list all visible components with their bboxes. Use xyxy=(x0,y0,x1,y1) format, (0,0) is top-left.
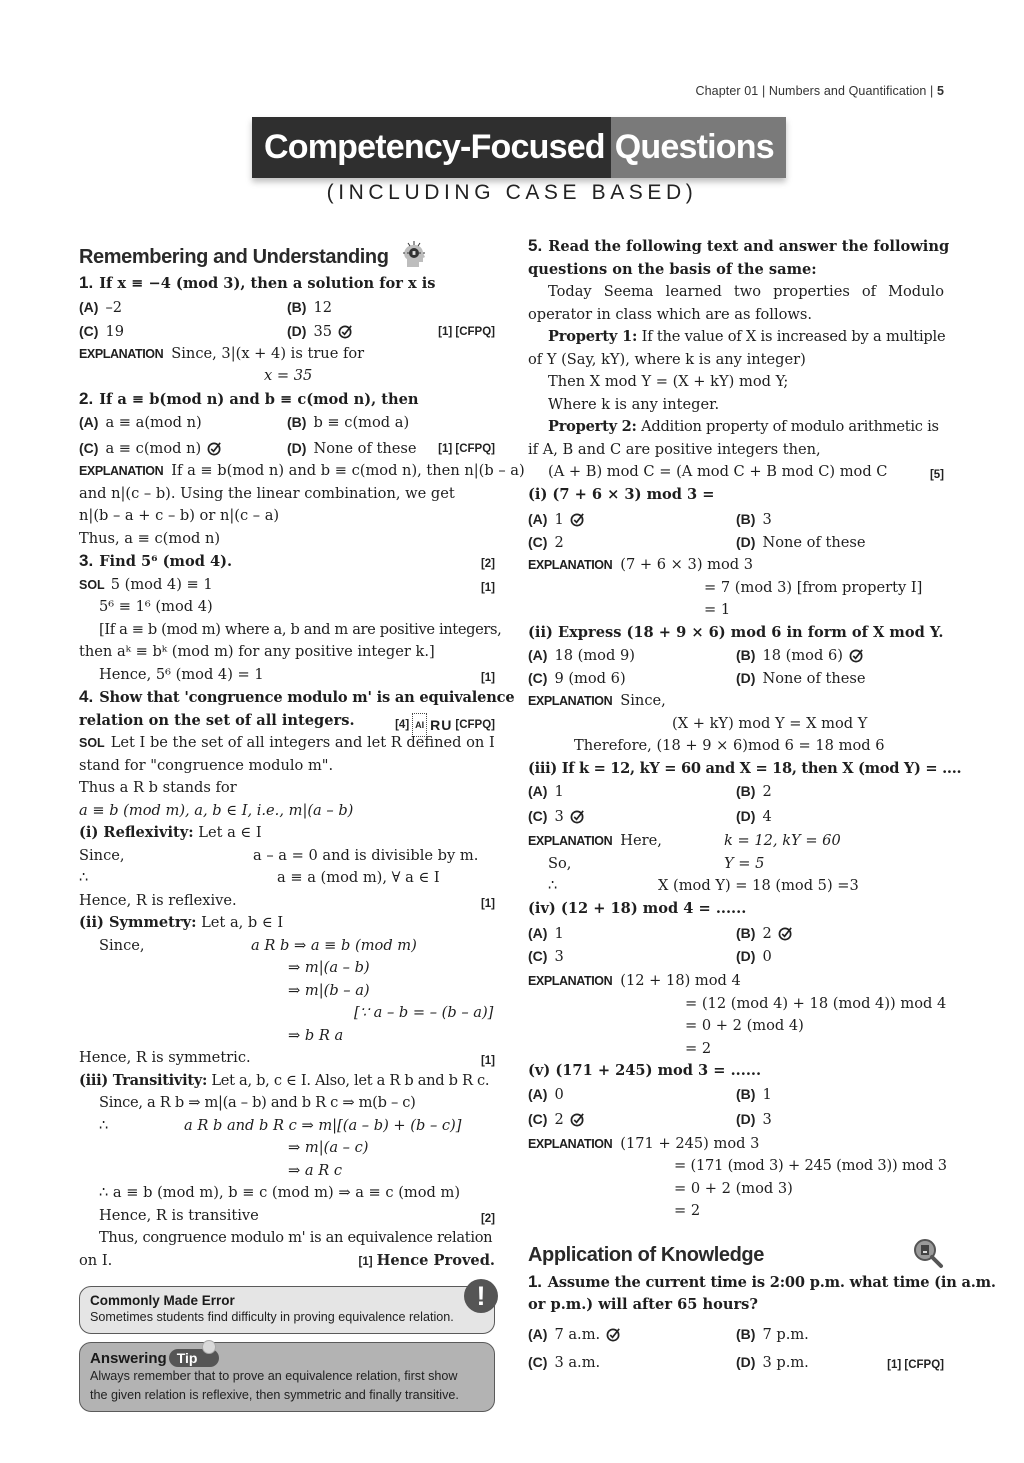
correct-check-icon xyxy=(570,1112,585,1127)
subquestion-iv: (iv) (12 + 18) mod 4 = ...... xyxy=(528,899,747,917)
option-b[interactable]: (B) 18 (mod 6) xyxy=(736,644,944,667)
option-a[interactable]: (A) 7 a.m. xyxy=(528,1323,736,1346)
question-2: 2. If a ≡ b(mod n) and b ≡ c(mod n), then xyxy=(79,388,419,408)
question-3: 3. Find 5⁶ (mod 4). [2] xyxy=(79,551,495,570)
options-row xyxy=(79,411,495,434)
commonly-made-error-box: Commonly Made Error Sometimes students find difficulty in proving equivalence relation. ! xyxy=(79,1286,495,1334)
option-d[interactable]: (D) None of these xyxy=(736,534,866,551)
lightbulb-icon xyxy=(202,1340,216,1354)
option-c[interactable]: (C) 3 xyxy=(528,805,736,828)
correct-check-icon xyxy=(570,512,585,527)
explanation: EXPLANATION Here, k = 12, kY = 60 xyxy=(528,832,841,849)
option-b[interactable]: (B) 2 xyxy=(736,922,944,945)
question-5: 5. Read the following text and answer the following xyxy=(528,236,950,255)
option-c[interactable]: (C) 3 xyxy=(528,948,564,965)
options-row xyxy=(79,296,495,319)
option-a[interactable]: (A) 1 xyxy=(528,508,736,531)
option-d[interactable]: (D) 0 xyxy=(736,948,772,965)
tip-pill: Tip xyxy=(169,1349,220,1367)
option-a[interactable]: (A) 1 xyxy=(528,925,564,942)
magnifier-icon xyxy=(912,1237,944,1275)
ru-badge: RU xyxy=(430,716,453,733)
correct-check-icon xyxy=(207,441,222,456)
marks-label: [1] [CFPQ] xyxy=(887,1358,944,1371)
section-heading: Remembering and Understanding xyxy=(79,244,495,270)
chapter-number: Chapter 01 xyxy=(695,84,759,98)
subquestion-iii: (iii) If k = 12, kY = 60 and X = 18, then X (mod Y) = .... xyxy=(528,759,962,777)
option-c[interactable]: (C) 3 a.m. xyxy=(528,1353,601,1371)
ak-question-1: 1. Assume the current time is 2:00 p.m. what time (in a.m. xyxy=(528,1271,996,1291)
option-c[interactable]: (C) 2 xyxy=(528,534,564,551)
option-d[interactable]: (D) None of these xyxy=(287,440,417,457)
option-a[interactable]: (A) 1 xyxy=(528,783,564,800)
explanation: EXPLANATION If a ≡ b(mod n) and b ≡ c(mod n), then n|(b – a) xyxy=(79,462,525,479)
chapter-title: Numbers and Quantification xyxy=(768,84,927,98)
option-b[interactable]: (B) b ≡ c(mod a) xyxy=(287,414,410,431)
transitivity-heading: (iii) Transitivity: Let a, b, c ∈ I. Also, let a R b and b R c. xyxy=(79,1071,490,1089)
option-a[interactable]: (A) 0 xyxy=(528,1085,564,1103)
option-c[interactable]: (C) a ≡ c(mod n) xyxy=(79,437,287,460)
option-a[interactable]: (A) –2 xyxy=(79,298,123,316)
banner-title-dark: Competency-Focused xyxy=(252,117,611,178)
option-c[interactable]: (C) 2 xyxy=(528,1108,736,1131)
symmetry-heading: (ii) Symmetry: Let a, b ∈ I xyxy=(79,914,284,931)
explanation: EXPLANATION (12 + 18) mod 4 xyxy=(528,972,741,989)
explanation: EXPLANATION Since, xyxy=(528,692,666,709)
options-row xyxy=(79,437,495,460)
section-heading: Application of Knowledge xyxy=(528,1241,944,1271)
correct-check-icon xyxy=(606,1327,621,1342)
right-column: 5. Read the following text and answer the following questions on the basis of the same: Today Seema learned two properties of Modulo operator in class which are as follows. Property 1: If the value of X is increased by a multiple of Y (Say, kY), where k is any integer) Then X mod Y = (X + kY) mod Y; Where k is any integer. Property 2: Addition property of modulo arithmetic is if A, B and C are positive integers then, (A + B) mod C = (A mod C + B mod C) mod C [5] (i) (7 + 6 × 3) mod 3 = (A) 1 (B) 3 (C) 2 (D) None of these EXPLANATION (7 + 6 × 3) mod 3 = 7 (mod 3) [from property I] = 1 (ii) Express (18 + 9 × 6) mod 6 in form of X mod Y. (A) 18 (mod 9) (B) 18 (mod 6) (C) 9 (mod 6) (D) None of these EXPLANATION Since, (X + kY) mod Y = X mod Y Therefore, (18 + 9 × 6)mod 6 = 18 mod 6 (iii) If k = 12, kY = 60 and X = 18, then X (mod Y) = .... (A) 1 (B) 2 (C) 3 (D) 4 EXPLANATION Here, k = 12, kY = 60 So, Y = 5 ∴ X (mod Y) = 18 (mod 5) =3 (iv) (12 + 18) mod 4 = ...... (A) 1 (B) 2 (C) 3 (D) 0 EXPLANATION (12 + 18) mod 4 = (12 (mod 4) + 18 (mod 4)) mod 4 = 0 + 2 (mod 4) = 2 (v) (171 + 245) mod 3 = ...... (A) 0 (B) 1 (C) 2 (D) 3 EXPLANATION (171 + 245) mod 3 = (171 (mod 3) + 245 (mod 3)) mod 3 = 0 + 2 (mod 3) = 2 Application of Knowledge 1. Assume the current time is 2:00 p.m. what time (in a.m. or p.m.) will after 65 hours? (A) 7 a.m. (B) 7 p.m. (C) 3 a.m. (D) 3 p.m. [1] [CFPQ] xyxy=(528,234,944,1374)
subquestion-ii: (ii) Express (18 + 9 × 6) mod 6 in form of X mod Y. xyxy=(528,623,944,641)
question-4: 4. Show that 'congruence modulo m' is an equivalence xyxy=(79,687,515,706)
option-c[interactable]: (C) 19 xyxy=(79,322,125,340)
head-gear-icon xyxy=(401,239,427,275)
explanation: EXPLANATION Since, 3|(x + 4) is true for xyxy=(79,344,365,362)
solution: SOL 5 (mod 4) ≡ 1 [1] xyxy=(79,575,495,594)
option-c[interactable]: (C) 9 (mod 6) xyxy=(528,670,626,687)
banner-subtitle: (INCLUDING CASE BASED) xyxy=(326,181,698,204)
option-b[interactable]: (B) 7 p.m. xyxy=(736,1325,809,1343)
running-header: Chapter 01 | Numbers and Quantification | 5 xyxy=(695,84,944,98)
reflexivity-heading: (i) Reflexivity: Let a ∈ I xyxy=(79,824,262,841)
question-1: 1. If x ≡ −4 (mod 3), then a solution for x is xyxy=(79,273,436,292)
marks-label: [1] [CFPQ] xyxy=(438,443,495,455)
correct-check-icon xyxy=(778,926,793,941)
option-d[interactable]: (D) 3 p.m. xyxy=(736,1353,809,1371)
explanation: EXPLANATION (171 + 245) mod 3 xyxy=(528,1134,760,1152)
option-a[interactable]: (A) 18 (mod 9) xyxy=(528,647,635,664)
option-d[interactable]: (D) 35 xyxy=(287,320,495,343)
correct-check-icon xyxy=(849,648,864,663)
correct-check-icon xyxy=(338,324,353,339)
left-column: Remembering and Understanding 1. If x ≡ −4 (mod 3), then a solution for x is (A) –2 (B) 12 (C) 19 (D) 35 [1] [CFPQ] EXPLANATION Since, 3|(x + 4) is true for x = 35 2. If a ≡ b(mod n) and b ≡ c(mod n), then (A) a ≡ a(mod n) (B) b ≡ c(mod a) (C) a ≡ c(mod n) (D) None of these [1] [CFPQ] EXPLANATION If a ≡ b(mod n) and b ≡ c(mod n), then n|(b – a) and n|(c – b). Using the linear combination, we get n|(b – a + c – b) or n|(c – a) Thus, a ≡ c(mod n) 3. Find 5⁶ (mod 4). [2] SOL 5 (mod 4) ≡ 1 [1] 5⁶ ≡ 1⁶ (mod 4) [If a ≡ b (mod m) where a, b and m are positive integers, then aᵏ ≡ bᵏ (mod m) for any positive integer k.] Hence, 5⁶ (mod 4) = 1 [1] 4. Show that 'congruence modulo m' is an equivalence relation on the set of all integers. [4] AI RU [CFPQ] SOL Let I be the set of all integers and let R defined on I stand for "congruence modulo m". Thus a R b stands for a ≡ b (mod m), a, b ∈ I, i.e., m|(a – b) (i) Reflexivity: Let a ∈ I Since, a – a = 0 and is divisible by m. ∴ a ≡ a (mod m), ∀ a ∈ I Hence, R is reflexive. [1] (ii) Symmetry: Let a, b ∈ I Since, a R b ⇒ a ≡ b (mod m) ⇒ m|(a – b) ⇒ m|(b – a) [∵ a – b = – (b – a)] ⇒ b R a Hence, R is symmetric. [1] (iii) Transitivity: Let a, b, c ∈ I. Also, let a R b and b R c. Since, a R b ⇒ m|(a – b) and b R c ⇒ m(b – c) ∴ a R b and b R c ⇒ m|[(a – b) + (b – c)] ⇒ m|(a – c) ⇒ a R c ∴ a ≡ b (mod m), b ≡ c (mod m) ⇒ a ≡ c (mod m) Hence, R is transitive [2] Thus, congruence modulo m' is an equivalence relation on I. [1] Hence Proved. Commonly Made Error Sometimes students find difficulty in proving equivalence relation. ! Answering Tip Always remember that to prove an equivalence relation, first show the given relation is reflexive, then symmetric and finally transitive. xyxy=(79,234,495,1412)
options-row xyxy=(79,320,495,343)
option-d[interactable]: (D) None of these xyxy=(736,670,866,687)
page-number: 5 xyxy=(936,84,944,98)
exclamation-icon: ! xyxy=(464,1279,498,1313)
solution: SOL Let I be the set of all integers and let R defined on I xyxy=(79,734,495,751)
answering-tip-box: Answering Tip Always remember that to prove an equivalence relation, first show the given relation is reflexive, then symmetric and finally transitive. xyxy=(79,1342,495,1412)
option-b[interactable]: (B) 1 xyxy=(736,1085,772,1103)
option-d[interactable]: (D) 3 xyxy=(736,1110,772,1128)
explanation: EXPLANATION (7 + 6 × 3) mod 3 xyxy=(528,556,754,573)
page-title-banner xyxy=(252,117,786,178)
ai-chip-icon: AI xyxy=(412,713,427,738)
subquestion-v: (v) (171 + 245) mod 3 = ...... xyxy=(528,1062,762,1079)
marks-label: [1] [CFPQ] xyxy=(438,325,495,338)
option-b[interactable]: (B) 3 xyxy=(736,511,772,528)
subquestion-i: (i) (7 + 6 × 3) mod 3 = xyxy=(528,485,715,503)
banner-title-light: Questions xyxy=(611,117,786,178)
option-b[interactable]: (B) 12 xyxy=(287,298,333,316)
correct-check-icon xyxy=(570,809,585,824)
option-b[interactable]: (B) 2 xyxy=(736,783,772,800)
option-d[interactable]: (D) 4 xyxy=(736,808,772,825)
option-a[interactable]: (A) a ≡ a(mod n) xyxy=(79,414,202,431)
